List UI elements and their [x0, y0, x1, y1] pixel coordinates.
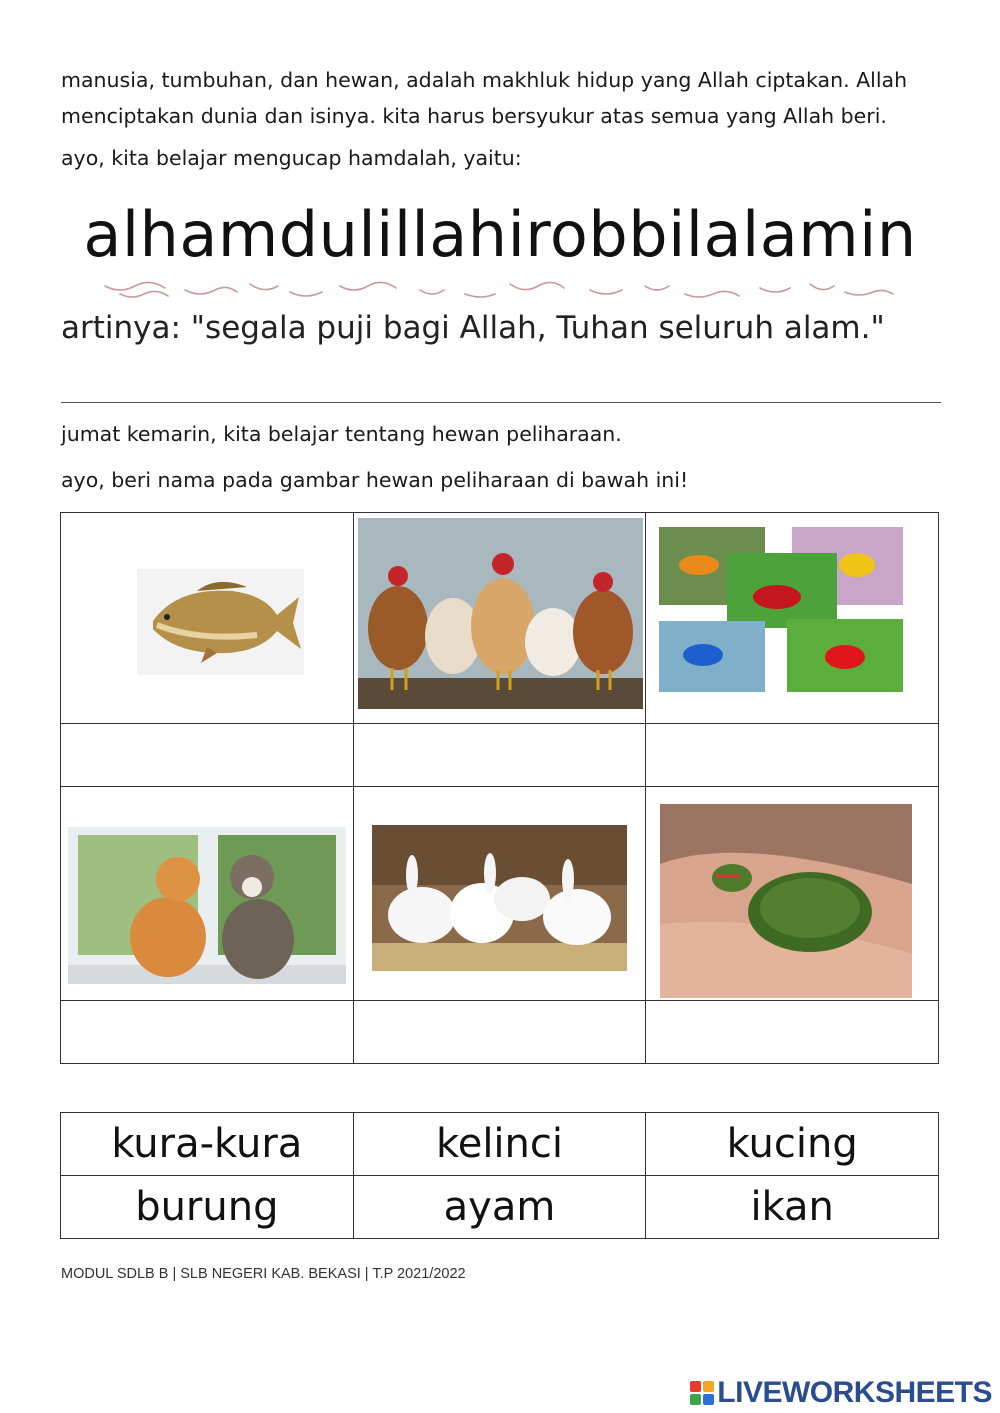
- picture-cell-birds: [646, 513, 939, 724]
- answer-box-3[interactable]: [646, 724, 939, 787]
- brand-text: LIVEWORKSHEETS: [717, 1376, 992, 1409]
- section-divider: [61, 402, 941, 403]
- fish-photo-icon: [137, 569, 304, 675]
- birds-collage-photo-icon: [659, 527, 903, 692]
- meaning-text: artinya: "segala puji bagi Allah, Tuhan seluruh alam.": [61, 310, 885, 346]
- hamdalah-prompt: ayo, kita belajar mengucap hamdalah, yaitu:: [61, 146, 522, 170]
- intro-paragraph: manusia, tumbuhan, dan hewan, adalah makhluk hidup yang Allah ciptakan. Allah menciptakan dunia dan isinya. kita harus bersyukur atas semua yang Allah beri.: [61, 68, 908, 128]
- decorative-squiggle: [100, 276, 900, 304]
- word-option[interactable]: kura-kura: [61, 1113, 354, 1176]
- answer-box-6[interactable]: [646, 1001, 939, 1064]
- answer-box-5[interactable]: [353, 1001, 646, 1064]
- hamdalah-text: alhamdulillahirobbilalamin: [83, 198, 917, 271]
- picture-cell-fish: [61, 513, 354, 724]
- rabbits-photo-icon: [372, 825, 627, 971]
- word-option[interactable]: ayam: [353, 1176, 646, 1239]
- cats-photo-icon: [68, 827, 346, 984]
- word-option[interactable]: ikan: [646, 1176, 939, 1239]
- footer-text: MODUL SDLB B | SLB NEGERI KAB. BEKASI | T.P 2021/2022: [61, 1266, 466, 1282]
- answer-box-2[interactable]: [353, 724, 646, 787]
- picture-grid: [60, 512, 939, 1064]
- liveworksheets-logo-icon: [690, 1381, 714, 1405]
- lesson-text: jumat kemarin, kita belajar tentang hewan peliharaan.: [61, 422, 622, 446]
- turtle-photo-icon: [660, 804, 912, 998]
- word-bank: [60, 1112, 939, 1239]
- picture-cell-turtle: [646, 787, 939, 1001]
- task-instruction: ayo, beri nama pada gambar hewan peliharaan di bawah ini!: [61, 468, 689, 492]
- liveworksheets-brand: [690, 1376, 992, 1410]
- chickens-photo-icon: [358, 518, 643, 709]
- picture-cell-chickens: [353, 513, 646, 724]
- answer-box-1[interactable]: [61, 724, 354, 787]
- picture-cell-cats: [61, 787, 354, 1001]
- word-option[interactable]: kucing: [646, 1113, 939, 1176]
- word-option[interactable]: burung: [61, 1176, 354, 1239]
- picture-cell-rabbits: [353, 787, 646, 1001]
- word-option[interactable]: kelinci: [353, 1113, 646, 1176]
- answer-box-4[interactable]: [61, 1001, 354, 1064]
